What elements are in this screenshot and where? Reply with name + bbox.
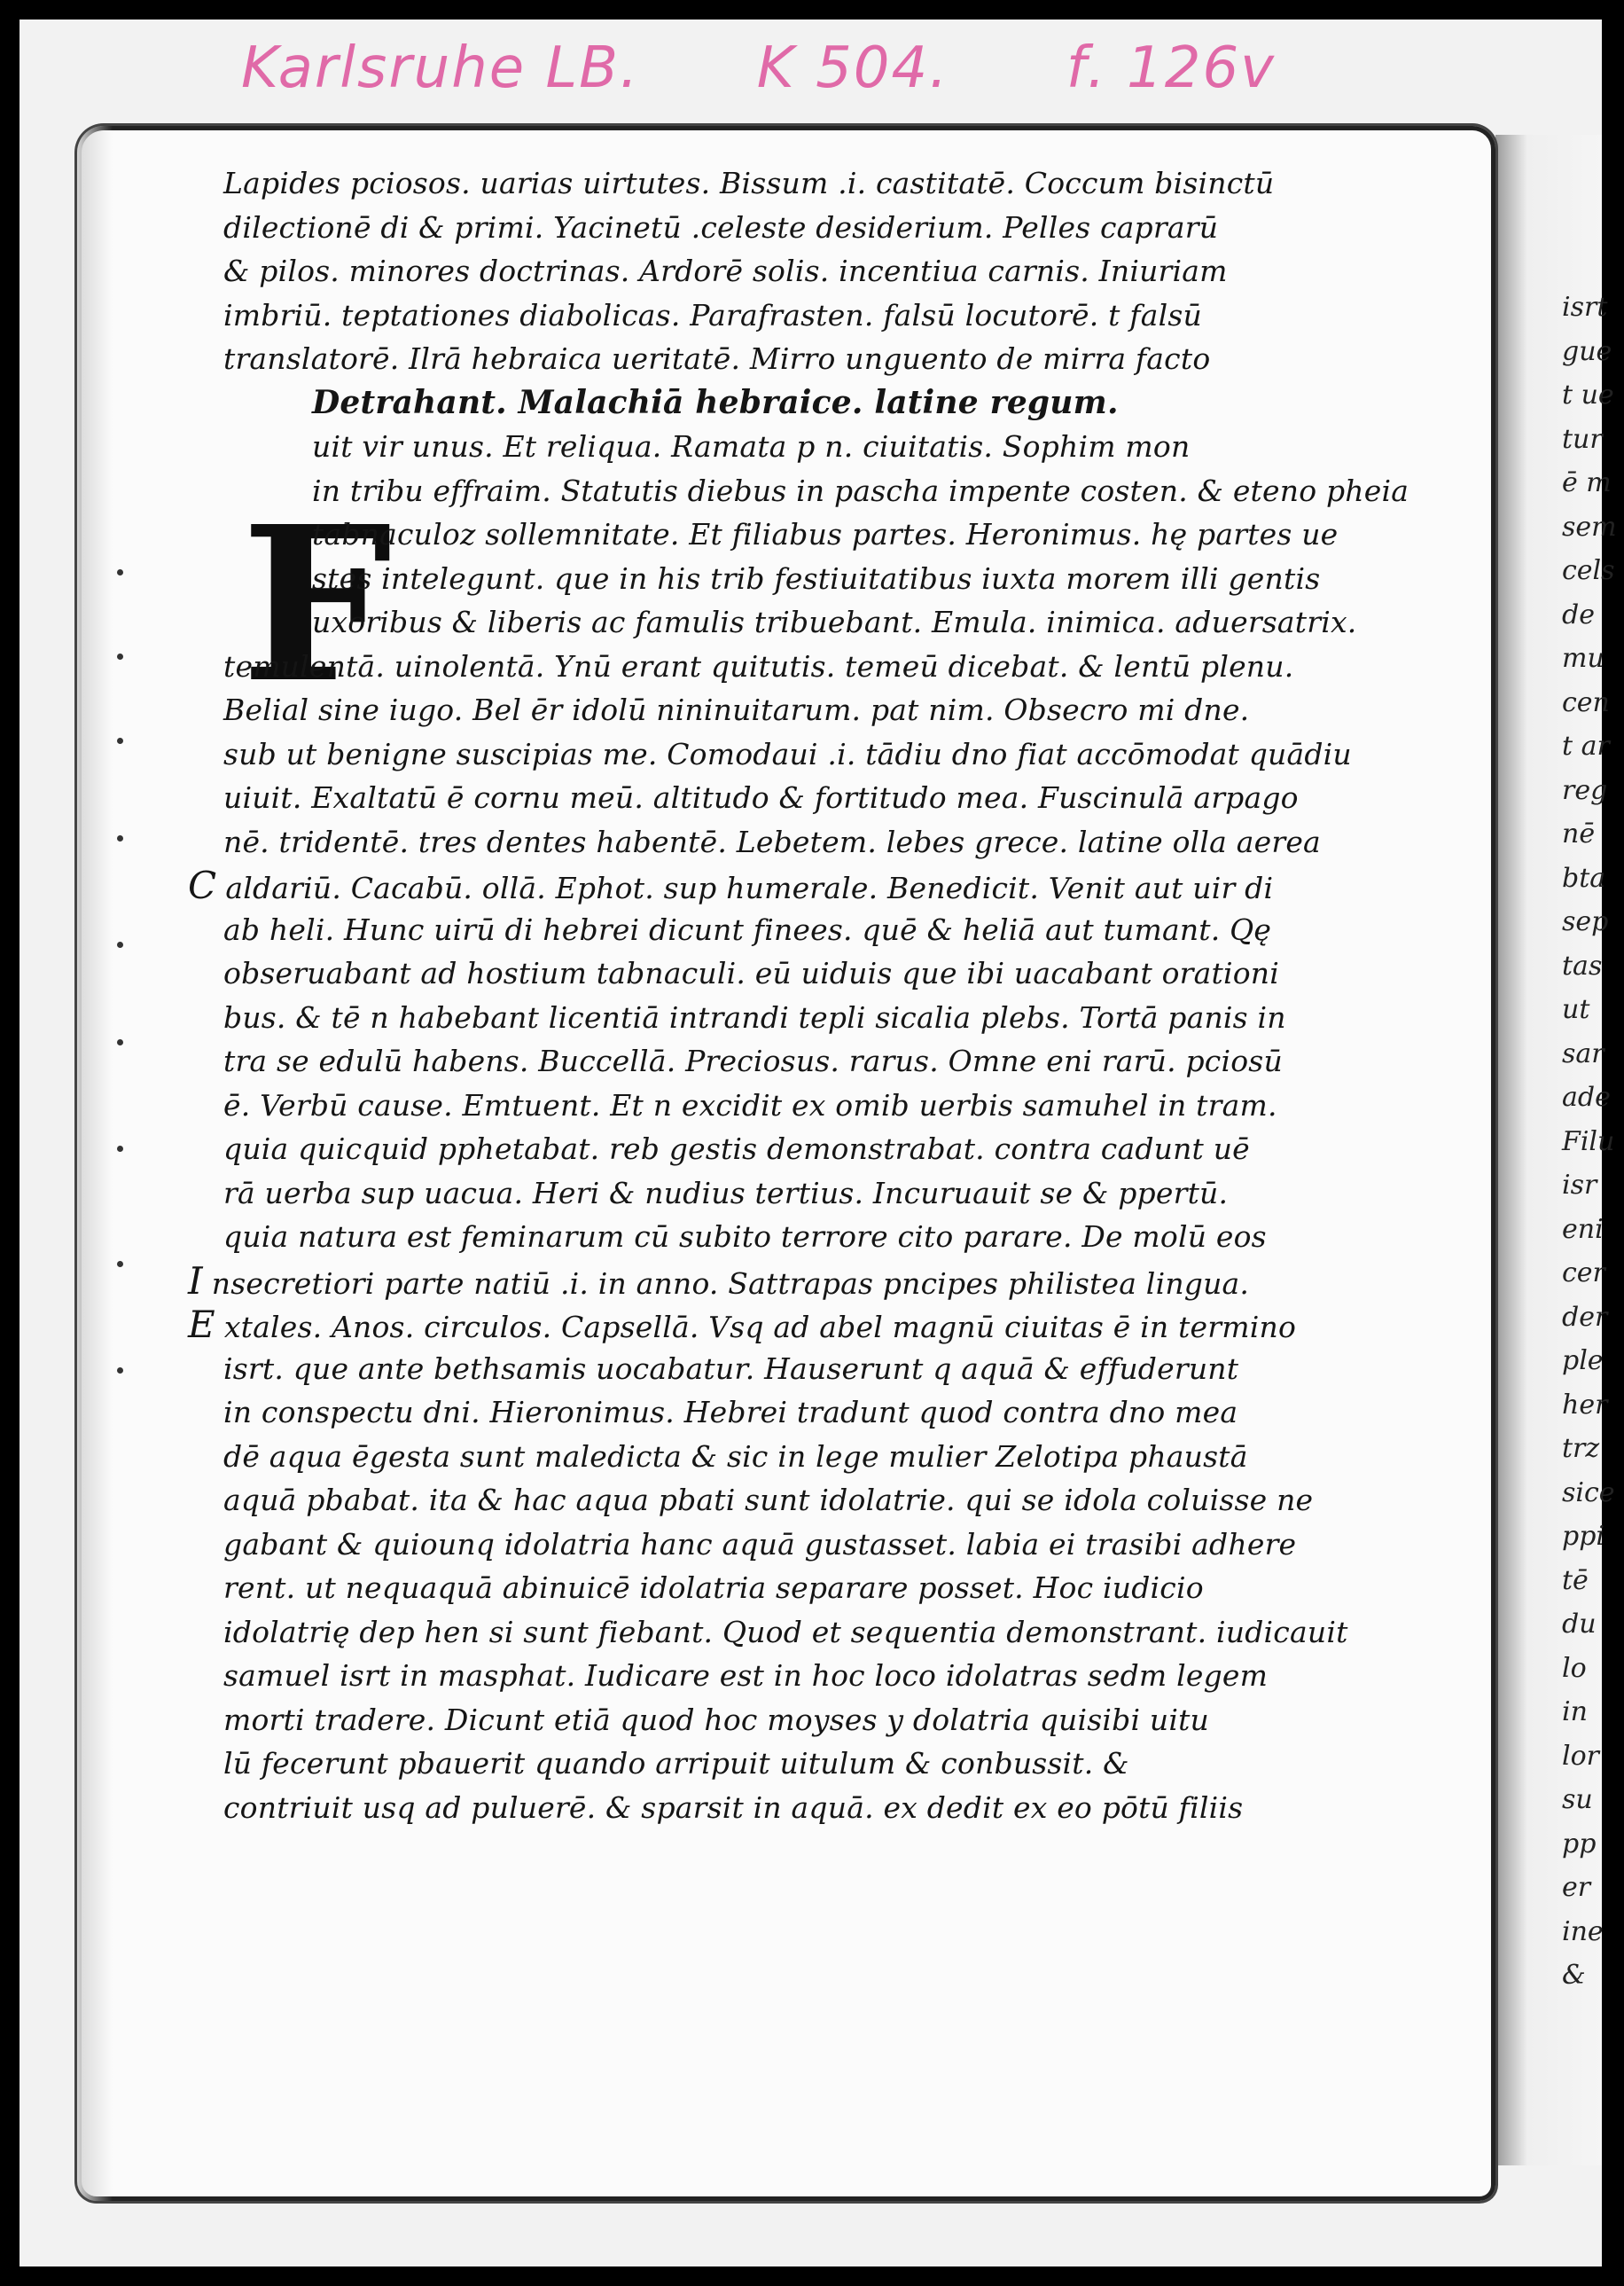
text-line: nē. tridentē. tres dentes habentē. Lebetem. lebes grece. latine olla aerea bbox=[223, 824, 1321, 859]
side-fragment: trz bbox=[1562, 1433, 1600, 1464]
text-line: imbriū. teptationes diabolicas. Parafrasten. falsū locutorē. t falsū bbox=[223, 297, 1202, 333]
side-fragment: sep bbox=[1562, 906, 1609, 937]
side-fragment: Filu bbox=[1562, 1125, 1615, 1157]
scan-frame bbox=[20, 20, 1617, 2266]
pricking-marks bbox=[117, 569, 135, 1456]
text-line: C aldariū. Cacabū. ollā. Ephot. sup humerale. Benedicit. Venit aut uir di bbox=[188, 864, 1274, 907]
margin-capital: E bbox=[188, 1303, 215, 1346]
text-line: Belial sine iugo. Bel ēr idolū nininuitarum. pat nim. Obsecro mi dne. bbox=[223, 693, 1250, 727]
side-fragment: cer bbox=[1562, 1257, 1605, 1288]
text-line: isrt. que ante bethsamis uocabatur. Hauserunt q aquā & effuderunt bbox=[223, 1350, 1239, 1386]
text-line: quia natura est feminarum cū subito terrore cito parare. De molū eos bbox=[223, 1219, 1267, 1254]
section-heading: Detrahant. Malachiā hebraice. latine regum. bbox=[312, 383, 1119, 421]
side-fragment: de bbox=[1562, 599, 1595, 630]
side-fragment: cen bbox=[1562, 686, 1610, 718]
side-fragment: eni bbox=[1562, 1213, 1604, 1245]
text-line: E xtales. Anos. circulos. Capsellā. Vsq ad abel magnū ciuitas ē in termino bbox=[188, 1303, 1297, 1346]
text-line: temulentā. uinolentā. Ynū erant quitutis. temeū dicebat. & lentū plenu. bbox=[223, 648, 1294, 684]
side-fragment: er bbox=[1562, 1872, 1591, 1903]
library-annotation bbox=[241, 35, 1373, 101]
side-fragment: tas bbox=[1562, 950, 1603, 982]
text-line: lū fecerunt pbauerit quando arripuit uitulum & conbussit. & bbox=[223, 1746, 1129, 1781]
text-line: rent. ut nequaquā abinuicē idolatria separare posset. Hoc iudicio bbox=[223, 1570, 1204, 1605]
text-line: sub ut benigne suscipias me. Comodaui .i. tādiu dno fiat accōmodat quādiu bbox=[223, 736, 1352, 771]
decorated-initial: F bbox=[241, 480, 393, 730]
side-fragment: sice bbox=[1562, 1476, 1615, 1508]
text-line: ē. Verbū cause. Emtuent. Et n excidit ex omib uerbis samuhel in tram. bbox=[223, 1087, 1277, 1123]
text-line: idolatrię dep hen si sunt fiebant. Quod et sequentia demonstrant. iudicauit bbox=[223, 1614, 1348, 1649]
text-line: uxoribus & liberis ac famulis tribuebant. Emula. inimica. aduersatrix. bbox=[312, 605, 1357, 639]
side-fragment: ade bbox=[1562, 1082, 1611, 1113]
annotation-shelfmark: K 504. bbox=[756, 35, 949, 101]
side-fragment: sar bbox=[1562, 1037, 1604, 1069]
side-fragment: lor bbox=[1562, 1740, 1599, 1772]
side-fragment: ē m bbox=[1562, 467, 1612, 498]
text-line: rā uerba sup uacua. Heri & nudius tertius. Incuruauit se & ppertū. bbox=[223, 1175, 1229, 1210]
text-line: stes intelegunt. que in his trib festiuitatibus iuxta morem illi gentis bbox=[312, 560, 1321, 596]
side-fragment: t ar bbox=[1562, 731, 1610, 762]
side-fragment: ine bbox=[1562, 1915, 1604, 1947]
side-fragment: cels bbox=[1562, 555, 1615, 586]
text-line: tra se edulū habens. Buccellā. Preciosus. rarus. Omne eni rarū. pciosū bbox=[223, 1044, 1283, 1078]
side-fragment: gue bbox=[1562, 335, 1612, 367]
annotation-library: Karlsruhe LB. bbox=[241, 35, 640, 101]
side-fragment: tur bbox=[1562, 423, 1603, 455]
side-fragment: bta bbox=[1562, 862, 1606, 894]
side-fragment: du bbox=[1562, 1609, 1597, 1640]
side-fragment: ut bbox=[1562, 994, 1590, 1025]
side-fragment: her bbox=[1562, 1389, 1608, 1421]
margin-capital: I bbox=[188, 1258, 203, 1303]
text-line: gabant & quiounq idolatria hanc aquā gustasset. labia ei trasibi adhere bbox=[223, 1526, 1297, 1562]
text-line: ab heli. Hunc uirū di hebrei dicunt finees. quē & heliā aut tumant. Qę bbox=[223, 912, 1272, 947]
text-line: bus. & tē n habebant licentiā intrandi tepli sicalia plebs. Tortā panis in bbox=[223, 999, 1286, 1035]
manuscript-text bbox=[188, 161, 1500, 1829]
text-line: samuel isrt in masphat. Iudicare est in hoc loco idolatras sedm legem bbox=[223, 1658, 1269, 1693]
side-fragment: t ue bbox=[1562, 380, 1614, 411]
text-line: morti tradere. Dicunt etiā quod hoc moyses y dolatria quisibi uitu bbox=[223, 1702, 1210, 1737]
text-line: quia quicquid pphetabat. reb gestis demonstrabat. contra cadunt uē bbox=[223, 1131, 1250, 1166]
side-fragment: mu bbox=[1562, 643, 1604, 674]
side-fragment: isr bbox=[1562, 1170, 1597, 1201]
text-line: dilectionē di & primi. Yacinetū .celeste desiderium. Pelles caprarū bbox=[223, 209, 1219, 245]
text-line: uiuit. Exaltatū ē cornu meū. altitudo & fortitudo mea. Fuscinulā arpago bbox=[223, 780, 1299, 815]
side-fragment: reg bbox=[1562, 774, 1608, 806]
margin-capital: C bbox=[188, 864, 217, 907]
text-line: aquā pbabat. ita & hac aqua pbati sunt idolatrie. qui se idola coluisse ne bbox=[223, 1483, 1314, 1517]
adjacent-page-text bbox=[1562, 286, 1624, 1998]
text-line: & pilos. minores doctrinas. Ardorē solis. incentiua carnis. Iniuriam bbox=[223, 254, 1228, 288]
text-line: I nsecretiori parte natiū .i. in anno. Sattrapas pncipes philistea lingua. bbox=[188, 1258, 1250, 1303]
side-fragment: ple bbox=[1562, 1345, 1604, 1376]
side-fragment: in bbox=[1562, 1696, 1588, 1727]
side-fragment: & bbox=[1562, 1960, 1586, 1991]
text-line: in tribu effraim. Statutis diebus in pascha impente costen. & eteno pheia bbox=[312, 473, 1409, 508]
text-line: obseruabant ad hostium tabnaculi. eū uiduis que ibi uacabant orationi bbox=[223, 956, 1280, 990]
side-fragment: pp bbox=[1562, 1828, 1597, 1859]
text-line: uit vir unus. Et reliqua. Ramata p n. ciuitatis. Sophim mon bbox=[312, 429, 1191, 464]
side-fragment: nē bbox=[1562, 818, 1596, 849]
side-fragment: su bbox=[1562, 1784, 1593, 1815]
text-line: in conspectu dni. Hieronimus. Hebrei tradunt quod contra dno mea bbox=[223, 1395, 1238, 1429]
text-line: contriuit usq ad puluerē. & sparsit in aquā. ex dedit ex eo pōtū filiis bbox=[223, 1789, 1244, 1825]
text-line: Lapides pciosos. uarias uirtutes. Bissum .i. castitatē. Coccum bisinctū bbox=[223, 166, 1275, 200]
side-fragment: lo bbox=[1562, 1652, 1587, 1684]
text-line: dē aqua ēgesta sunt maledicta & sic in lege mulier Zelotipa phaustā bbox=[223, 1438, 1248, 1474]
annotation-folio: f. 126v bbox=[1066, 35, 1277, 101]
side-fragment: isrt bbox=[1562, 292, 1608, 323]
side-fragment: tē bbox=[1562, 1564, 1589, 1596]
side-fragment: der bbox=[1562, 1301, 1608, 1333]
text-line: tabnaculoz sollemnitate. Et filiabus partes. Heronimus. hę partes ue bbox=[312, 517, 1339, 552]
side-fragment: sem bbox=[1562, 511, 1617, 543]
text-line: translatorē. Ilrā hebraica ueritatē. Mirro unguento de mirra facto bbox=[223, 341, 1211, 376]
side-fragment: ppi bbox=[1562, 1521, 1605, 1552]
